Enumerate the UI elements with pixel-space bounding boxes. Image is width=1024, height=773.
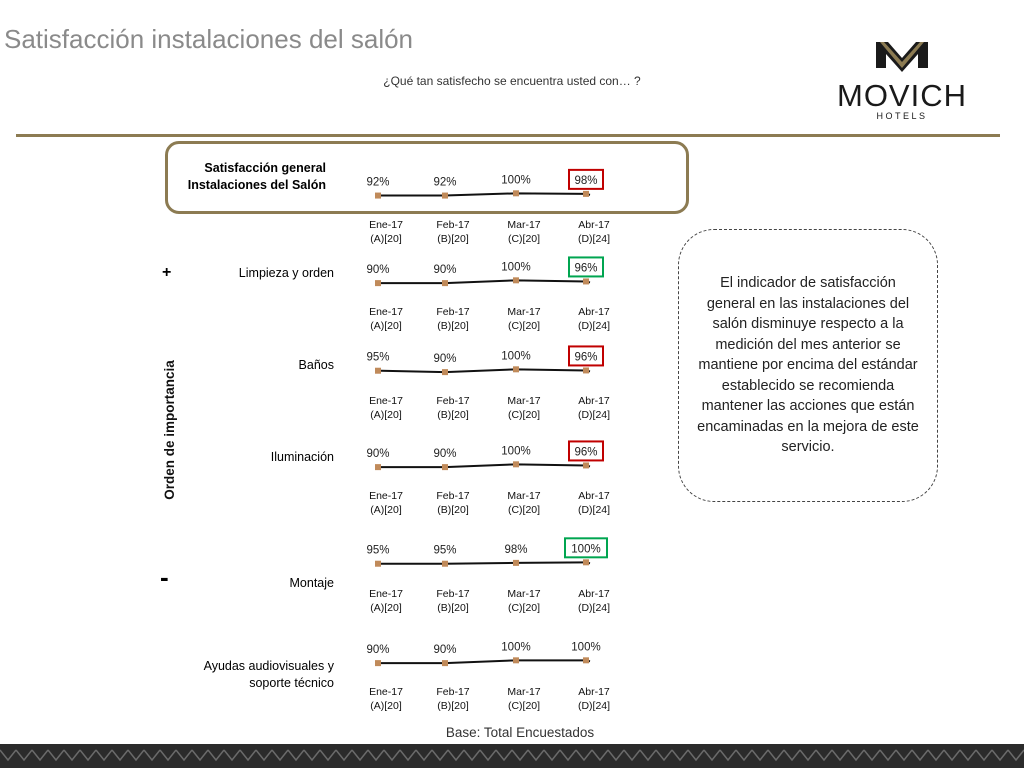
x-tick-label: Mar-17 xyxy=(507,490,541,502)
data-point xyxy=(375,660,381,666)
x-tick-label: Mar-17 xyxy=(507,306,541,318)
data-label: 98% xyxy=(504,543,528,556)
x-tick-label: Mar-17 xyxy=(507,686,541,698)
x-tick-sublabel: (A)[20] xyxy=(370,700,402,712)
x-tick-sublabel: (A)[20] xyxy=(370,504,402,516)
category-label: Montaje xyxy=(289,576,334,590)
category-label: Limpieza y orden xyxy=(238,266,334,280)
x-tick-sublabel: (A)[20] xyxy=(370,320,402,332)
data-label: 100% xyxy=(571,641,601,654)
x-tick-label: Ene-17 xyxy=(369,219,403,231)
data-point xyxy=(375,280,381,286)
x-tick-sublabel: (C)[20] xyxy=(507,504,541,516)
data-point xyxy=(442,464,448,470)
x-tick-sublabel: (D)[24] xyxy=(577,409,611,421)
data-point xyxy=(513,560,519,566)
category-label: Iluminación xyxy=(270,450,334,464)
data-point xyxy=(442,369,448,375)
data-point xyxy=(513,190,519,196)
series-line xyxy=(378,280,590,283)
x-tick-sublabel: (B)[20] xyxy=(437,602,469,614)
data-point xyxy=(442,561,448,567)
category-label-line: Satisfacción general xyxy=(204,161,326,175)
data-label: 90% xyxy=(366,448,390,461)
data-point xyxy=(583,191,589,197)
category-label-line: Ayudas audiovisuales y xyxy=(203,659,334,673)
data-point xyxy=(442,193,448,199)
x-tick-sublabel: (A)[20] xyxy=(370,233,402,245)
logo-text: MOVICH xyxy=(837,78,967,113)
x-tick-label: Feb-17 xyxy=(436,686,470,698)
x-tick-label: Abr-17 xyxy=(578,395,610,407)
data-label: 92% xyxy=(366,176,390,189)
importance-low-marker: - xyxy=(160,562,169,592)
x-tick-label: Feb-17 xyxy=(436,588,470,600)
importance-high-marker: + xyxy=(162,264,172,281)
x-tick-label: Ene-17 xyxy=(369,588,403,600)
data-point xyxy=(375,561,381,567)
data-label: 95% xyxy=(366,351,390,364)
x-tick-sublabel: (B)[20] xyxy=(437,409,469,421)
x-tick-sublabel: (C)[20] xyxy=(507,602,541,614)
x-tick-label: Abr-17 xyxy=(578,306,610,318)
series-line xyxy=(378,369,590,372)
x-tick-sublabel: (A)[20] xyxy=(370,409,402,421)
x-tick-sublabel: (C)[20] xyxy=(507,409,541,421)
data-label: 100% xyxy=(501,445,531,458)
data-point xyxy=(583,367,589,373)
x-tick-label: Mar-17 xyxy=(507,395,541,407)
survey-question: ¿Qué tan satisfecho se encuentra usted con… ? xyxy=(383,74,641,88)
category-label-line: Instalaciones del Salón xyxy=(187,178,326,192)
x-tick-sublabel: (B)[20] xyxy=(437,504,469,516)
x-tick-sublabel: (B)[20] xyxy=(437,320,469,332)
x-tick-sublabel: (D)[24] xyxy=(577,320,611,332)
logo-subtext: HOTELS xyxy=(876,111,928,121)
series-line xyxy=(378,193,590,195)
data-label: 96% xyxy=(574,262,598,275)
base-note: Base: Total Encuestados xyxy=(445,725,595,740)
x-tick-sublabel: (D)[24] xyxy=(577,504,611,516)
data-point xyxy=(583,278,589,284)
x-tick-label: Ene-17 xyxy=(369,686,403,698)
data-point xyxy=(442,660,448,666)
data-label: 95% xyxy=(366,544,390,557)
data-point xyxy=(583,559,589,565)
data-label: 100% xyxy=(501,174,531,187)
x-tick-sublabel: (C)[20] xyxy=(507,700,541,712)
x-tick-label: Ene-17 xyxy=(369,490,403,502)
data-label: 96% xyxy=(574,351,598,364)
x-tick-label: Feb-17 xyxy=(436,219,470,231)
x-tick-label: Mar-17 xyxy=(507,588,541,600)
x-tick-label: Ene-17 xyxy=(369,395,403,407)
x-tick-label: Abr-17 xyxy=(578,490,610,502)
x-tick-sublabel: (C)[20] xyxy=(507,320,541,332)
series-line xyxy=(378,660,590,663)
x-tick-sublabel: (A)[20] xyxy=(370,602,402,614)
data-point xyxy=(513,277,519,283)
x-tick-label: Feb-17 xyxy=(436,490,470,502)
series-line xyxy=(378,464,590,467)
data-point xyxy=(375,193,381,199)
data-point xyxy=(513,657,519,663)
data-point xyxy=(442,280,448,286)
category-label-line: soporte técnico xyxy=(249,676,334,690)
series-line xyxy=(378,562,590,563)
data-label: 96% xyxy=(574,446,598,459)
data-label: 90% xyxy=(433,448,457,461)
data-label: 100% xyxy=(571,543,601,556)
data-label: 90% xyxy=(433,264,457,277)
x-tick-sublabel: (D)[24] xyxy=(577,233,611,245)
data-label: 100% xyxy=(501,350,531,363)
data-label: 100% xyxy=(501,261,531,274)
x-tick-sublabel: (B)[20] xyxy=(437,233,469,245)
page-title: Satisfacción instalaciones del salón xyxy=(4,24,414,54)
data-label: 92% xyxy=(433,176,457,189)
data-point xyxy=(513,461,519,467)
x-tick-sublabel: (B)[20] xyxy=(437,700,469,712)
data-label: 90% xyxy=(366,644,390,657)
x-tick-label: Feb-17 xyxy=(436,395,470,407)
data-point xyxy=(583,462,589,468)
importance-axis-label: Orden de importancia xyxy=(162,360,177,500)
data-label: 95% xyxy=(433,544,457,557)
decorative-footer xyxy=(0,744,1024,768)
x-tick-label: Ene-17 xyxy=(369,306,403,318)
x-tick-label: Abr-17 xyxy=(578,686,610,698)
x-tick-label: Abr-17 xyxy=(578,219,610,231)
x-tick-label: Feb-17 xyxy=(436,306,470,318)
x-tick-label: Abr-17 xyxy=(578,588,610,600)
data-point xyxy=(583,657,589,663)
insight-note xyxy=(678,229,938,502)
x-tick-sublabel: (D)[24] xyxy=(577,602,611,614)
insight-text: El indicador de satisfacción general en las instalaciones del salón disminuye respecto a la medición del mes anterior se mantiene por encima del estándar establecido se recomienda mantener las acciones que están encaminadas en la mejora de este servicio. xyxy=(697,275,919,456)
data-point xyxy=(375,464,381,470)
data-label: 90% xyxy=(433,644,457,657)
category-label: Baños xyxy=(298,358,334,372)
data-label: 98% xyxy=(574,174,598,187)
data-label: 100% xyxy=(501,641,531,654)
x-tick-label: Mar-17 xyxy=(507,219,541,231)
data-point xyxy=(375,368,381,374)
data-point xyxy=(513,366,519,372)
data-label: 90% xyxy=(433,353,457,366)
data-label: 90% xyxy=(366,264,390,277)
x-tick-sublabel: (C)[20] xyxy=(507,233,541,245)
x-tick-sublabel: (D)[24] xyxy=(577,700,611,712)
